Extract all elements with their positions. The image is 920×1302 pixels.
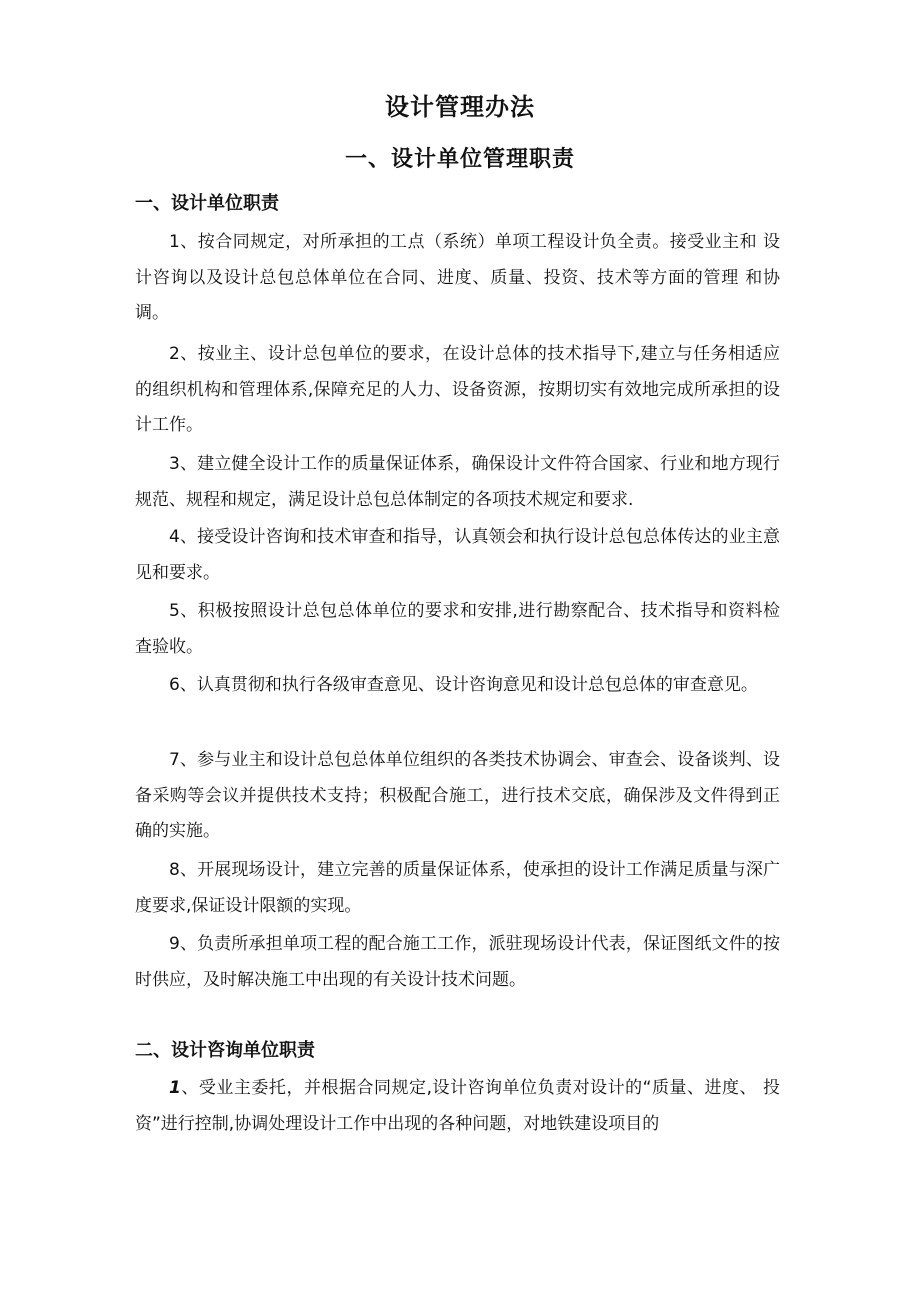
paragraph-4: 4、接受设计咨询和技术审查和指导，认真领会和执行设计总包总体传达的业主意见和要求。 (135, 527, 780, 583)
paragraph-number: 1 (169, 1078, 181, 1098)
chapter-title: 一、设计单位管理职责 (344, 147, 575, 172)
paragraph-1: 1、按合同规定，对所承担的工点（系统）单项工程设计负全责。接受业主和 设计咨询以及设计总包总体单位在合同、进度、质量、投资、技术等方面的管理 和协调。 (135, 232, 780, 323)
paragraph-7: 7、参与业主和设计总包总体单位组织的各类技术协调会、审查会、设备谈判、设备采购等会议并提供技术支持；积极配合施工，进行技术交底，确保涉及文件得到正确的实施。 (135, 750, 780, 841)
section-heading-design-unit: 一、设计单位职责 (135, 193, 279, 214)
paragraph-9: 9、负责所承担单项工程的配合施工工作，派驻现场设计代表，保证图纸文件的按时供应，及时解决施工中出现的有关设计技术问题。 (135, 934, 780, 990)
paragraph-consulting-1 (135, 1071, 780, 1142)
paragraph-8: 8、开展现场设计，建立完善的质量保证体系，使承担的设计工作满足质量与深广度要求,保证设计限额的实现。 (135, 860, 780, 916)
paragraph-2: 2、按业主、设计总包单位的要求，在设计总体的技术指导下,建立与任务相适应的组织机构和管理体系,保障充足的人力、设备资源，按期切实有效地完成所承担的设计工作。 (135, 344, 780, 435)
paragraph-6: 6、认真贯彻和执行各级审查意见、设计咨询意见和设计总包总体的审查意见。 (169, 675, 758, 695)
paragraph-3: 3、建立健全设计工作的质量保证体系，确保设计文件符合国家、行业和地方现行规范、规程和规定，满足设计总包总体制定的各项技术规定和要求. (135, 454, 780, 510)
paragraph-5: 5、积极按照设计总包总体单位的要求和安排,进行勘察配合、技术指导和资料检查验收。 (135, 601, 780, 657)
paragraph-text: 、受业主委托，并根据合同规定,设计咨询单位负责对设计的“质量、进度、 投资”进行控制,协调处理设计工作中出现的各种问题，对地铁建设项目的 (135, 1078, 780, 1134)
document-title: 设计管理办法 (385, 93, 535, 121)
section-heading-consulting-unit: 二、设计咨询单位职责 (135, 1040, 315, 1061)
